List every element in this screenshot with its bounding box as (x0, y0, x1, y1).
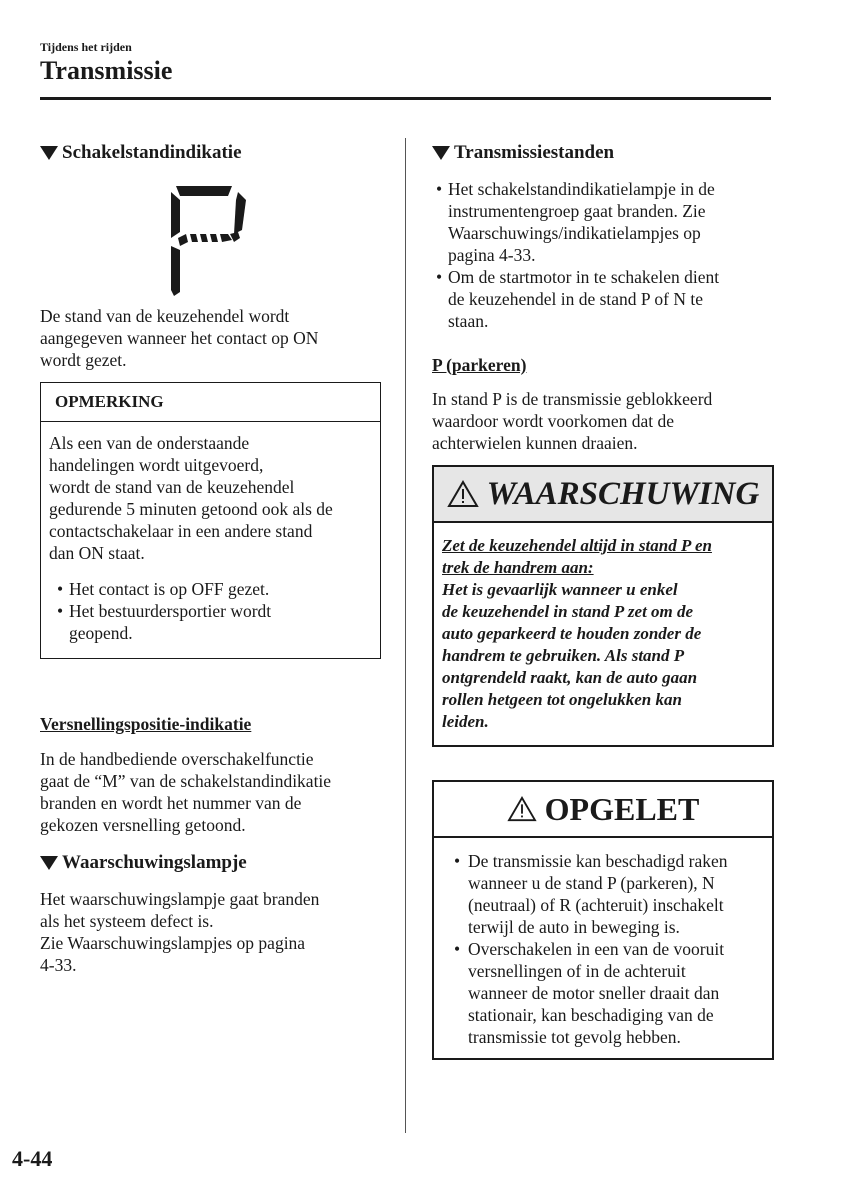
heading-waarschuwingslampje (40, 852, 247, 874)
text-line: In de handbediende overschakelfunctie (40, 749, 314, 769)
caution-header (434, 782, 772, 838)
warning-lead (442, 535, 772, 579)
heading-text: Transmissiestanden (454, 142, 615, 163)
list-item: • Overschakelen in een van de vooruit versnellingen of in de achteruit wanneer de motor sneller draait dan stationair, kan beschadiging van de transmissie tot gevolg hebben. (454, 939, 725, 1047)
list-item: • Het contact is op OFF gezet. (57, 579, 270, 599)
warning-body (434, 523, 772, 733)
heading-transmissiestanden (432, 142, 614, 164)
text-line: In stand P is de transmissie geblokkeerd (432, 389, 713, 409)
text-line: trek de handrem aan: (442, 558, 594, 577)
text-line: achterwielen kunnen draaien. (432, 433, 638, 453)
list-item: • Om de startmotor in te schakelen dient de keuzehendel in de stand P of N te staan. (436, 267, 720, 331)
triangle-marker-icon (40, 856, 58, 870)
triangle-marker-icon (432, 146, 450, 160)
caution-box (432, 780, 774, 1060)
section-label: Tijdens het rijden (40, 40, 132, 54)
text-line: Het waarschuwingslampje gaat branden (40, 889, 320, 909)
text-line: de keuzehendel in stand P zet om de (442, 602, 694, 621)
caution-triangle-icon (507, 796, 537, 822)
triangle-marker-icon (40, 146, 58, 160)
versnelling-paragraph (40, 748, 390, 836)
p-display-icon (166, 182, 256, 302)
parkeren-paragraph (432, 388, 777, 454)
heading-schakelstandindikatie (40, 142, 242, 164)
warning-header (434, 467, 772, 523)
subheading-p-parkeren: P (parkeren) (432, 355, 527, 375)
page-title: Transmissie (40, 56, 173, 85)
text-line: De stand van de keuzehendel wordt (40, 306, 290, 326)
text-line: handelingen wordt uitgevoerd, (49, 455, 264, 475)
note-title: OPMERKING (41, 383, 380, 422)
text-line: Zet de keuzehendel altijd in stand P en (442, 536, 712, 555)
intro-paragraph (40, 305, 390, 371)
subheading-versnellingspositie: Versnellingspositie-indikatie (40, 714, 252, 734)
text-line: 4-33. (40, 955, 77, 975)
text-line: Zie Waarschuwingslampjes op pagina (40, 933, 306, 953)
text-line: Het is gevaarlijk wanneer u enkel (442, 580, 678, 599)
note-box (40, 382, 381, 659)
text-line: waardoor wordt voorkomen dat de (432, 411, 675, 431)
text-line: branden en wordt het nummer van de (40, 793, 302, 813)
transmissiestanden-list (434, 178, 774, 332)
text-line: handrem te gebruiken. Als stand P (442, 646, 685, 665)
text-line: wordt de stand van de keuzehendel (49, 477, 295, 497)
page-number: 4-44 (12, 1146, 53, 1171)
text-line: auto geparkeerd te houden zonder de (442, 624, 702, 643)
text-line: dan ON staat. (49, 543, 145, 563)
text-line: gekozen versnelling getoond. (40, 815, 246, 835)
text-line: ontgrendeld raakt, kan de auto gaan (442, 668, 698, 687)
heading-text: Schakelstandindikatie (62, 142, 242, 163)
warning-title: WAARSCHUWING (486, 475, 760, 512)
heading-text: Waarschuwingslampje (62, 852, 247, 873)
warning-triangle-icon (447, 480, 479, 508)
title-rule (40, 97, 771, 100)
list-item: • Het bestuurdersportier wordt geopend. (57, 601, 272, 643)
text-line: Als een van de onderstaande (49, 433, 250, 453)
list-item: • Het schakelstandindikatielampje in de instrumentengroep gaat branden. Zie Waarschuwings/indikatielampjes op pagina 4-33. (436, 179, 715, 265)
text-line: gedurende 5 minuten getoond ook als de (49, 499, 333, 519)
note-text (49, 432, 380, 564)
text-line: als het systeem defect is. (40, 911, 214, 931)
list-item: • De transmissie kan beschadigd raken wanneer u de stand P (parkeren), N (neutraal) of R (achteruit) inschakelt terwijl de auto in beweging is. (454, 851, 728, 937)
caution-title: OPGELET (544, 790, 700, 827)
text-line: leiden. (442, 712, 489, 731)
warning-box (432, 465, 774, 747)
text-line: aangegeven wanneer het contact op ON (40, 328, 319, 348)
text-line: gaat de “M” van de schakelstandindikatie (40, 771, 332, 791)
text-line: contactschakelaar in een andere stand (49, 521, 313, 541)
waarschuwingslampje-paragraph (40, 888, 390, 976)
note-bullet-list (49, 578, 380, 644)
text-line: rollen hetgeen tot ongelukken kan (442, 690, 682, 709)
caution-bullet-list (450, 850, 772, 1048)
text-line: wordt gezet. (40, 350, 127, 370)
column-divider (405, 138, 406, 1133)
